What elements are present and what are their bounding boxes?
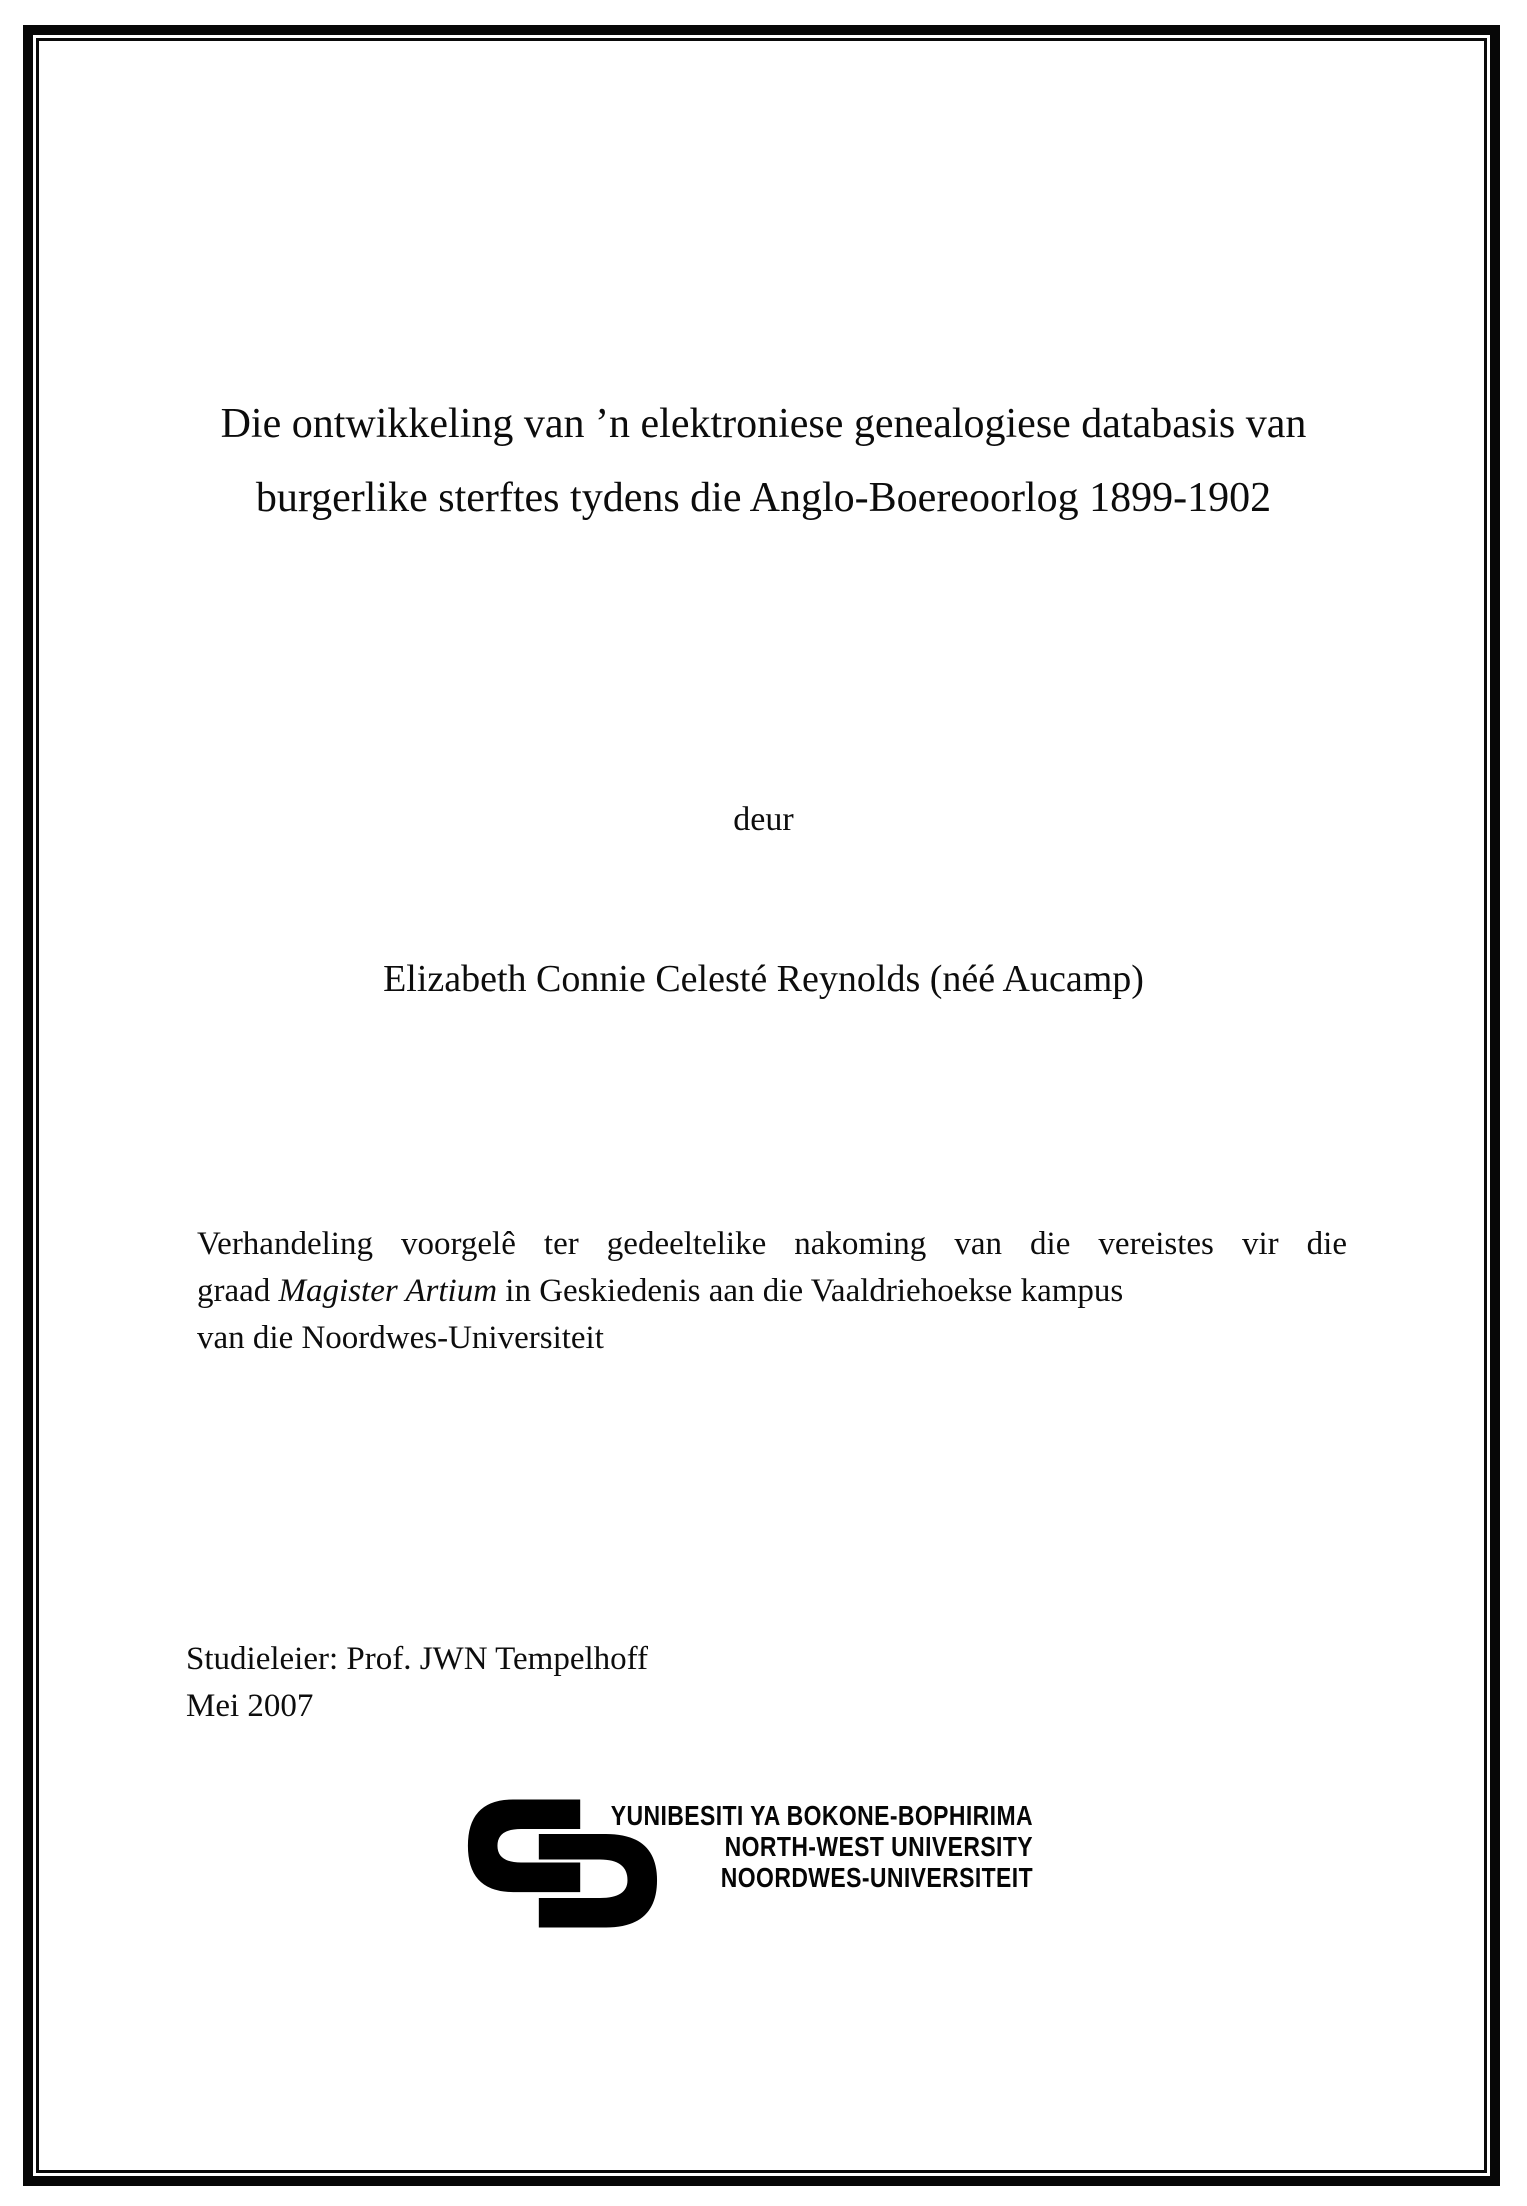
- statement-line-2-prefix: graad: [197, 1273, 279, 1309]
- thesis-title-line-1: Die ontwikkeling van ’n elektroniese genealogiese databasis van: [220, 401, 1307, 447]
- statement-line-2: [197, 1268, 1347, 1315]
- date-line: Mei 2007: [186, 1688, 314, 1724]
- thesis-title: [90, 387, 1437, 535]
- thesis-statement: [197, 1221, 1347, 1362]
- thesis-title-line-2: burgerlike sterftes tydens die Anglo-Boereoorlog 1899-1902: [255, 475, 1272, 521]
- byline-deur: deur: [733, 801, 794, 838]
- logo-setswana-name: YUNIBESITI YA BOKONE-BOPHIRIMA: [610, 1800, 1033, 1831]
- statement-line-2-suffix: in Geskiedenis aan die Vaaldriehoekse kampus: [497, 1273, 1124, 1309]
- degree-name: Magister Artium: [278, 1273, 498, 1309]
- author-name: Elizabeth Connie Celesté Reynolds (néé Aucamp): [383, 958, 1144, 1000]
- statement-line-1: Verhandeling voorgelê ter gedeeltelike nakoming van die vereistes vir die: [197, 1226, 1347, 1262]
- logo-english-name: NORTH-WEST UNIVERSITY: [724, 1831, 1033, 1862]
- supervisor-line: Studieleier: Prof. JWN Tempelhoff: [186, 1641, 649, 1677]
- statement-line-3: van die Noordwes-Universiteit: [197, 1320, 604, 1356]
- supervisor-block: [186, 1636, 648, 1730]
- university-logo-text: [596, 1800, 1033, 1893]
- logo-afrikaans-name: NOORDWES-UNIVERSITEIT: [720, 1862, 1033, 1893]
